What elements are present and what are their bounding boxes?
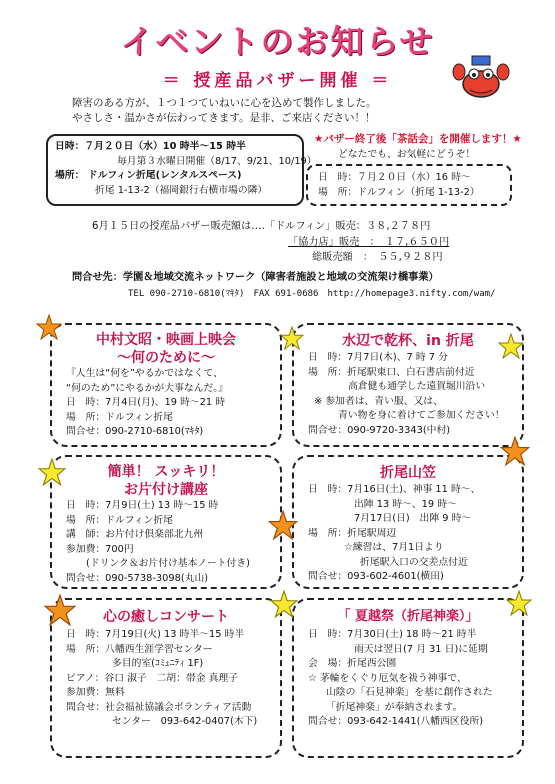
star-icon xyxy=(38,458,66,486)
event-kasa-note: 折尾駅入口の交差点付近 xyxy=(360,556,468,568)
event-concert-place2: 多目的室(ｺﾐｭﾆﾃｨ 1F) xyxy=(112,658,204,669)
crab-mascot-icon xyxy=(452,54,510,102)
event-kanpai-place2: 高倉健も通学した遠賀堀川沿い xyxy=(348,381,486,392)
bazaar-address: 折尾 1-13-2（福岡銀行右横市場の隣） xyxy=(95,184,268,196)
contact-line1: 問合せ先：学園＆地域交流ネットワーク（障害者施設と地域の交流架け橋事業） xyxy=(72,272,439,283)
event-concert-title: 心の癒しコンサート xyxy=(103,609,229,625)
event-concert-performers: ピアノ：谷口 淑子 二胡：帯金 真理子 xyxy=(66,672,238,684)
sales-line1: 6月１５日の授産品バザー販売額は‥‥「ドルフィン」販売：３８,２７８円 xyxy=(92,221,431,232)
tea-date: 日 時：７月２０日（水）16 時～ xyxy=(318,172,471,183)
tea-sub: どなたでも、お気軽にどうぞ！ xyxy=(338,149,476,160)
event-katazuke-box xyxy=(50,455,282,589)
event-katazuke-subtitle: お片付け講座 xyxy=(124,482,208,498)
star-icon xyxy=(44,594,76,626)
event-movie-place: 場 所：ドルフィン折尾 xyxy=(66,411,173,423)
sales-total: 総販売額 ： ５５,９２８円 xyxy=(312,252,443,263)
event-kanpai-title: 水辺で乾杯、in 折尾 xyxy=(342,333,474,349)
event-natsu-rain: 雨天は翌日(7 月 31 日)に延期 xyxy=(354,643,488,655)
event-kanpai-contact: 問合せ：090-9720-3343(中村) xyxy=(308,424,451,436)
event-kanpai-box xyxy=(292,323,524,447)
event-movie-title: 中村文昭・映画上映会 xyxy=(96,332,236,348)
event-kasa-title: 折尾山笠 xyxy=(380,465,436,481)
tea-place: 場 所：ドルフィン（折尾 1-13-2） xyxy=(318,186,480,198)
star-icon xyxy=(268,510,298,540)
tea-heading: ★バザー終了後「茶話会」を開催します！★ xyxy=(314,133,522,145)
event-concert-box xyxy=(50,598,282,758)
event-natsu-note: ☆ 茅輪をくぐり厄気を祓う神事で、 xyxy=(308,672,467,684)
star-icon xyxy=(506,590,532,616)
event-natsu-place: 会 場：折尾西公園 xyxy=(308,658,397,669)
intro-line: 障害のある方が、１つ１つていねいに心を込めて製作しました。 xyxy=(72,97,377,109)
page-subtitle: ＝ 授産品バザー開催 ＝ xyxy=(162,71,393,91)
event-katazuke-fee-note: (ドリンク＆お片付け基本ノート付き) xyxy=(86,558,250,569)
event-kanpai-note: 青い物を身に着けてご参加ください！ xyxy=(338,410,505,421)
star-icon xyxy=(280,326,304,350)
event-concert-contact2: センター 093-642-0407(木下) xyxy=(112,716,258,727)
bazaar-info-box xyxy=(46,134,317,206)
event-kasa-date: 日 時：7月16日(土)、神事 11 時～、 xyxy=(308,484,481,495)
star-icon xyxy=(500,436,530,466)
event-kasa-place: 場 所：折尾駅周辺 xyxy=(308,527,397,539)
event-kanpai-note: ※ 参加者は、青い服、又は、 xyxy=(314,395,443,407)
event-concert-place: 場 所：八幡西生涯学習センター xyxy=(66,643,213,655)
event-kasa-note: ☆練習は、7月1日より xyxy=(344,542,444,553)
event-natsu-contact: 問合せ：093-642-1441(八幡西区役所) xyxy=(308,716,484,727)
bazaar-regular: 毎月第３水曜日開催（8/17、9/21、10/19） xyxy=(117,155,317,167)
event-kanpai-date: 日 時：7月7日(木)、7 時 7 分 xyxy=(308,352,448,363)
event-kasa-date: 出陣 13 時～、19 時～ xyxy=(354,498,457,510)
intro-line: やさしさ・温かさが伝わってきます。是非、ご来店ください！！ xyxy=(72,112,376,124)
event-movie-contact: 問合せ：090-2710-6810(ﾏｷﾀ) xyxy=(66,426,204,437)
star-icon xyxy=(36,314,62,340)
intro-text xyxy=(72,96,377,126)
event-natsu-note: 「折尾神楽」が奉納されます。 xyxy=(326,701,463,713)
event-natsu-date: 日 時：7月30日(土) 18 時～21 時半 xyxy=(308,629,477,640)
bazaar-date: 日時：７月２０日（水）10 時半～15 時半 xyxy=(55,141,246,152)
event-katazuke-title: 簡単！ スッキリ！ xyxy=(107,464,225,480)
contact-line2: TEL 090-2710-6810(ﾏｷﾀ) FAX 691-0686 http://homepage3.nifty.com/wam/ xyxy=(128,289,496,299)
event-katazuke-fee: 参加費：700円 xyxy=(66,543,134,555)
event-kasa-contact: 問合せ：093-602-4601(横田) xyxy=(308,571,444,582)
bazaar-place: 場所： ドルフィン折尾(レンタルスペース) xyxy=(55,170,242,181)
sales-line2: 「協力店」販売 ： １７,６５０円 xyxy=(288,237,450,248)
event-kasa-date: 7月17日(日) 出陣 9 時～ xyxy=(354,513,472,524)
event-concert-date: 日 時：7月19日(火) 13 時半～15 時半 xyxy=(66,629,245,640)
event-movie-box xyxy=(50,323,282,447)
event-movie-quote: “何のため”にやるかが大事なんだ。』 xyxy=(66,382,229,394)
event-katazuke-place: 場 所：ドルフィン折尾 xyxy=(66,514,173,526)
event-concert-contact: 問合せ：社会福祉協議会ボランティア活動 xyxy=(66,701,252,713)
event-kasa-box xyxy=(292,455,524,589)
page-title: イベントのお知らせ xyxy=(120,22,435,61)
event-movie-date: 日 時：7月4日(月)、19 時～21 時 xyxy=(66,397,226,408)
event-katazuke-contact: 問合せ：090-5738-3098(丸山) xyxy=(66,572,209,584)
event-movie-subtitle: ～何のために～ xyxy=(117,350,215,366)
event-movie-quote: 『人生は“何を”やるかではなくて、 xyxy=(66,368,223,379)
event-natsu-note: 山陰の「石見神楽」を基に創作された xyxy=(326,687,493,698)
event-katazuke-date: 日 時：7月9日(土) 13 時～15 時 xyxy=(66,500,219,511)
event-natsu-box xyxy=(292,598,524,758)
event-concert-fee: 参加費：無料 xyxy=(66,687,125,698)
tea-info-box xyxy=(306,164,512,206)
star-icon xyxy=(270,590,298,618)
star-icon xyxy=(498,333,524,359)
event-kanpai-place: 場 所：折尾駅東口、白石書店前付近 xyxy=(308,366,475,378)
event-natsu-title: 「 夏越祭（折尾神楽）」 xyxy=(337,609,479,624)
event-katazuke-lecturer: 講 師：お片付け倶楽部北九州 xyxy=(66,529,204,540)
